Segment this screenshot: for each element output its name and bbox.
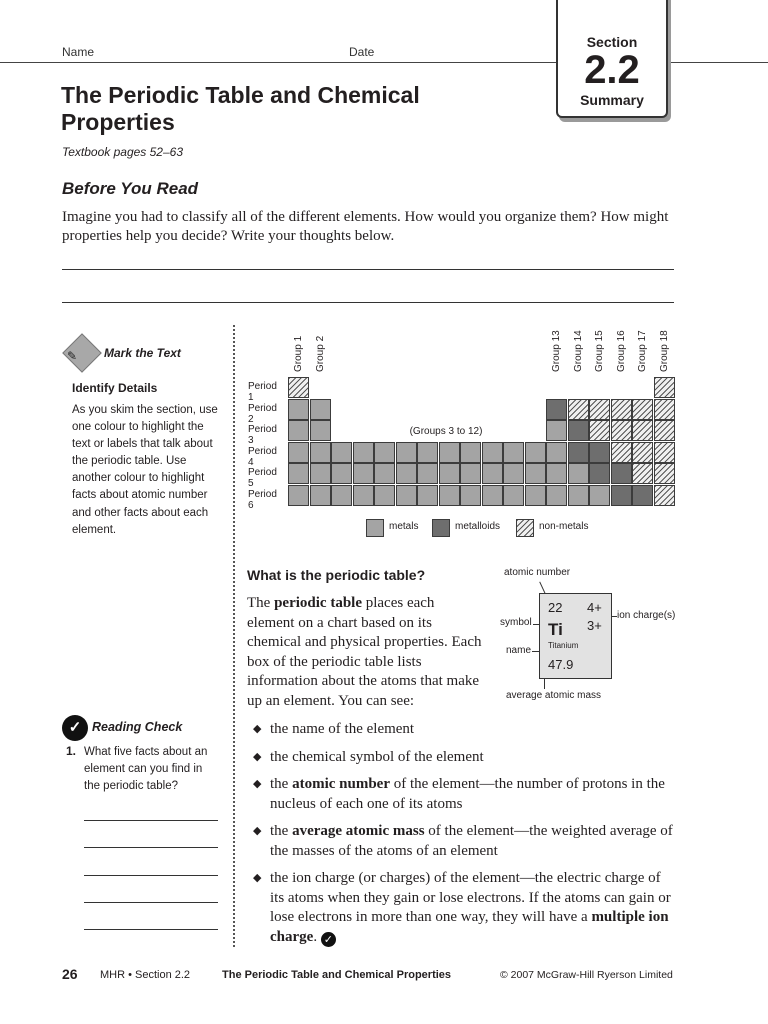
element-cell (654, 442, 675, 463)
before-you-read-prompt: Imagine you had to classify all of the different elements. How would you organize them? How might properties help you decide? Write your thoughts below. (62, 209, 669, 244)
period-label: Period 5 (248, 467, 277, 489)
before-you-read-heading: Before You Read (62, 179, 199, 198)
bullet-text: the name of the element (270, 721, 415, 737)
diamond-bullet-icon: ◆ (253, 778, 262, 790)
identify-details-text: As you skim the section, use one colour to highlight the text or labels that talk about the periodic table. Use another colour to highlight facts about atomic number and other facts about each element. (72, 404, 218, 536)
element-cell (353, 463, 374, 484)
element-cell (288, 463, 309, 484)
element-cell (503, 442, 524, 463)
bullet-item (253, 869, 673, 947)
group-label-text: Group 16 (616, 330, 627, 372)
element-cell (331, 442, 352, 463)
element-cell (439, 485, 460, 506)
period-label: Period 3 (248, 424, 277, 446)
legend-nonmetals-swatch (516, 519, 534, 537)
group-label (636, 332, 650, 372)
element-cell (546, 420, 567, 441)
element-cell (331, 485, 352, 506)
callout-name: name (506, 645, 532, 656)
writing-line[interactable] (62, 302, 674, 303)
element-cell (288, 420, 309, 441)
element-cell (654, 377, 675, 398)
element-cell (654, 485, 675, 506)
element-cell (482, 442, 503, 463)
group-label (550, 332, 564, 372)
element-cell (396, 463, 417, 484)
group-label-text: Group 14 (573, 330, 584, 372)
element-cell (525, 485, 546, 506)
element-cell (589, 463, 610, 484)
bullet-item (253, 748, 673, 768)
element-cell (525, 463, 546, 484)
group-label-text: Group 17 (637, 330, 648, 372)
element-cell (589, 420, 610, 441)
section-kind: Summary (580, 92, 644, 108)
element-cell (310, 420, 331, 441)
element-cell (525, 442, 546, 463)
section-label: Section (586, 34, 638, 50)
footer-copyright: © 2007 McGraw-Hill Ryerson Limited (500, 969, 673, 981)
bullet-text: the ion charge (or charges) of the element—the electric charge of its atoms when they gain or lose electrons. If the atoms can gain or lose electrons in more than one way, they will have a (270, 870, 671, 925)
element-atomic-number: 22 (548, 600, 563, 615)
bullet-item (253, 775, 673, 814)
legend-metalloids-label: metalloids (455, 521, 501, 532)
element-cell (460, 463, 481, 484)
footer-title: The Periodic Table and Chemical Properties (222, 969, 452, 981)
element-cell (589, 442, 610, 463)
period-label: Period 2 (248, 403, 277, 425)
element-cell (310, 485, 331, 506)
element-cell (310, 442, 331, 463)
para-text: The (247, 595, 275, 611)
reading-check-question: What five facts about an element can you find in the periodic table? (84, 746, 208, 792)
element-cell (632, 485, 653, 506)
bullet-text: of the element—the number of protons in the nucleus of each one of its atoms (270, 776, 665, 812)
element-cell (632, 442, 653, 463)
element-cell (417, 463, 438, 484)
element-cell (374, 442, 395, 463)
answer-line[interactable] (84, 902, 218, 903)
callout-atomic-number: atomic number (504, 567, 571, 578)
diamond-bullet-icon: ◆ (253, 872, 262, 884)
answer-line[interactable] (84, 929, 218, 930)
element-cell (417, 442, 438, 463)
element-cell (310, 399, 331, 420)
element-cell (503, 485, 524, 506)
group-label (292, 332, 306, 372)
para-text: places each element on a chart based on its chemical and physical properties. Each box of the periodic table lists information about the atoms that make up an element. You can see: (247, 595, 482, 709)
group-label-text: Group 15 (594, 330, 605, 372)
mark-the-text-callout (62, 333, 181, 373)
legend-metals-swatch (366, 519, 384, 537)
group-label-text: Group 13 (551, 330, 562, 372)
element-cell (568, 442, 589, 463)
groups-3-to-12-label: (Groups 3 to 12) (330, 421, 562, 442)
group-label (572, 332, 586, 372)
period-label: Period 6 (248, 489, 277, 511)
element-cell (353, 442, 374, 463)
group-label (593, 332, 607, 372)
bullet-item (253, 720, 673, 740)
section-number: 2.2 (584, 48, 640, 92)
period-label: Period 4 (248, 446, 277, 468)
group-label-text: Group 1 (293, 335, 304, 372)
element-cell (288, 399, 309, 420)
bullet-item (253, 822, 673, 861)
legend-metalloids-swatch (432, 519, 450, 537)
element-cell (611, 485, 632, 506)
bullet-text: the chemical symbol of the element (270, 749, 484, 765)
element-cell (460, 485, 481, 506)
bullet-term: average atomic mass (292, 823, 425, 839)
element-cell (546, 485, 567, 506)
bullet-text: . (313, 928, 321, 945)
element-cell (589, 485, 610, 506)
element-cell (546, 463, 567, 484)
reading-check-title: Reading Check (92, 720, 183, 734)
callout-ion-charge: ion charge(s) (617, 610, 676, 621)
element-cell (568, 485, 589, 506)
group-label-text: Group 2 (315, 335, 326, 372)
answer-line[interactable] (84, 847, 218, 848)
diamond-bullet-icon: ◆ (253, 825, 262, 837)
element-cell (611, 442, 632, 463)
callout-symbol: symbol (500, 617, 532, 628)
element-cell (632, 420, 653, 441)
element-cell (374, 463, 395, 484)
element-cell (611, 463, 632, 484)
element-cell (632, 463, 653, 484)
textbook-pages: Textbook pages 52–63 (62, 145, 183, 159)
element-cell (417, 485, 438, 506)
group-label (314, 332, 328, 372)
identify-details-heading: Identify Details (72, 381, 158, 395)
element-cell (288, 442, 309, 463)
element-cell (396, 485, 417, 506)
answer-line[interactable] (84, 820, 218, 821)
element-cell (288, 377, 309, 398)
diamond-bullet-icon: ◆ (253, 723, 262, 735)
bullet-term: atomic number (292, 776, 390, 792)
element-cell (632, 399, 653, 420)
element-cell (654, 463, 675, 484)
bullet-text: of the element—the weighted average of the masses of the atoms of an element (270, 823, 673, 859)
element-cell (439, 442, 460, 463)
element-cell (654, 399, 675, 420)
element-charge-2: 3+ (587, 618, 602, 633)
section-heading: What is the periodic table? (247, 567, 426, 583)
footer-source: MHR • Section 2.2 (100, 969, 191, 981)
name-label: Name (62, 45, 95, 59)
diamond-bullet-icon: ◆ (253, 751, 262, 763)
element-name: Titanium (548, 641, 579, 650)
element-cell (482, 463, 503, 484)
element-cell (331, 463, 352, 484)
callout-average-atomic-mass: average atomic mass (506, 690, 602, 701)
element-cell (654, 420, 675, 441)
group-label-text: Group 18 (659, 330, 670, 372)
element-charge-1: 4+ (587, 600, 602, 615)
element-cell (460, 442, 481, 463)
element-cell (568, 399, 589, 420)
question-number: 1. (66, 744, 77, 758)
element-cell (611, 399, 632, 420)
page-number: 26 (62, 966, 78, 982)
key-term: periodic table (274, 595, 362, 611)
bullet-text: the (270, 823, 293, 839)
element-cell (353, 485, 374, 506)
bullet-term: multiple ion charge (270, 909, 669, 945)
element-cell (546, 442, 567, 463)
element-symbol: Ti (548, 620, 563, 639)
date-label: Date (349, 45, 375, 59)
pencil-icon: ✎ (67, 349, 78, 363)
element-cell (439, 463, 460, 484)
margin-divider (233, 325, 235, 947)
element-cell (288, 485, 309, 506)
element-cell (482, 485, 503, 506)
element-cell (310, 463, 331, 484)
intro-paragraph (247, 594, 483, 711)
legend-metals-label: metals (389, 521, 419, 532)
page-title: The Periodic Table and Chemical Properties (61, 82, 420, 135)
group-label (658, 332, 672, 372)
element-cell (503, 463, 524, 484)
writing-line[interactable] (62, 269, 674, 270)
element-cell (374, 485, 395, 506)
element-cell (568, 463, 589, 484)
legend-nonmetals-label: non-metals (539, 521, 589, 532)
answer-line[interactable] (84, 875, 218, 876)
group-label (615, 332, 629, 372)
period-label: Period 1 (248, 381, 277, 403)
checkmark-icon: ✓ (62, 715, 88, 741)
element-cell (589, 399, 610, 420)
element-cell (396, 442, 417, 463)
element-cell (568, 420, 589, 441)
bullet-text: the (270, 776, 293, 792)
element-cell (546, 399, 567, 420)
element-mass: 47.9 (548, 657, 574, 672)
element-cell (611, 420, 632, 441)
check-icon: ✓ (321, 932, 336, 947)
section-tab (556, 0, 668, 118)
mark-the-text-label: Mark the Text (104, 346, 181, 360)
